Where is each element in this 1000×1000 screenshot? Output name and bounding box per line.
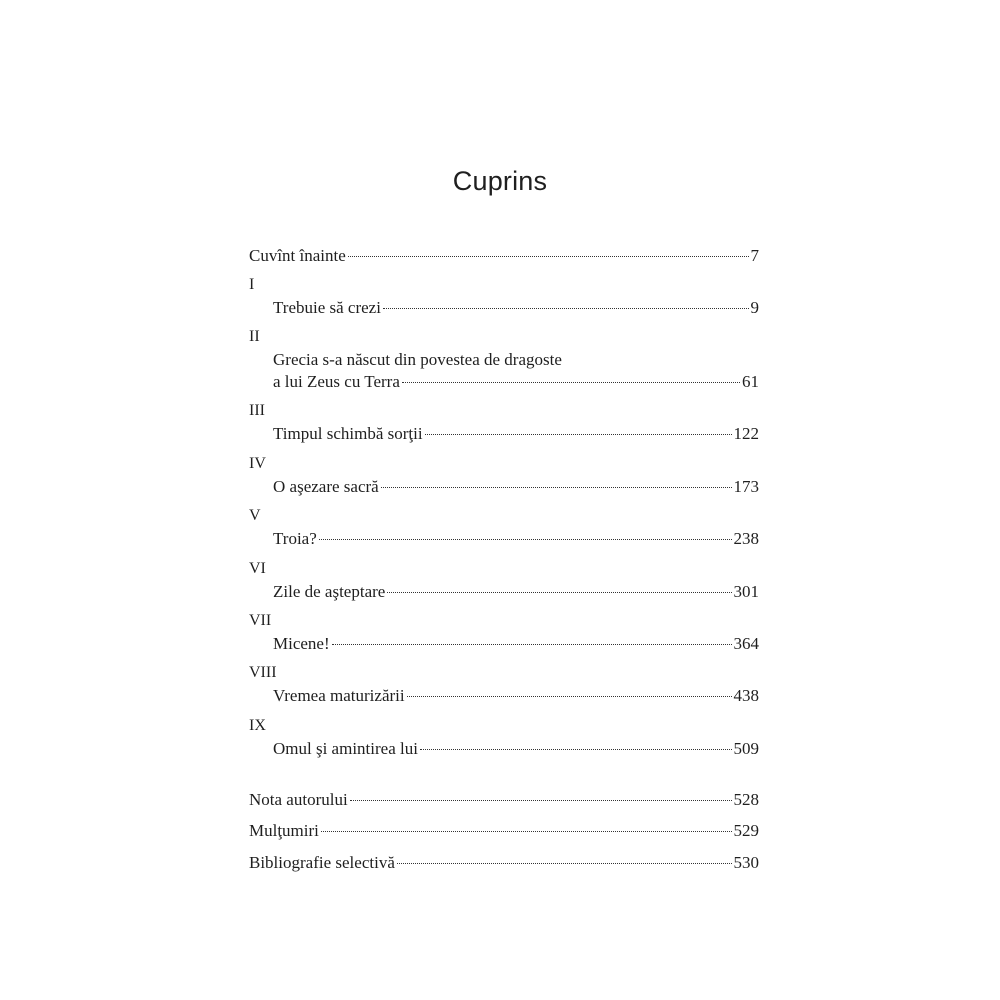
dot-leader [420, 749, 732, 750]
dot-leader [348, 256, 749, 257]
toc-entry-label: Mulţumiri [249, 821, 319, 840]
toc-page-number: 122 [733, 424, 759, 443]
dot-leader [350, 800, 732, 801]
toc-entry-label: Cuvînt înainte [249, 246, 346, 265]
toc-entry-label: Vremea maturizării [273, 686, 405, 705]
chapter-numeral: II [249, 328, 260, 345]
chapter-numeral: IX [249, 717, 266, 734]
dot-leader [319, 539, 732, 540]
toc-page-number: 301 [733, 582, 759, 601]
dot-leader [407, 696, 732, 697]
chapter-numeral: IV [249, 455, 266, 472]
toc-entry-chapter [273, 634, 759, 654]
page-title: Cuprins [452, 166, 548, 196]
toc-entry-chapter [273, 582, 759, 602]
toc-page-number: 7 [750, 246, 759, 265]
toc-page-number: 61 [742, 372, 759, 391]
toc-entry-label: Bibliografie selectivă [249, 853, 395, 872]
dot-leader [425, 434, 732, 435]
toc-entry-label: Omul şi amintirea lui [273, 739, 418, 758]
toc-entry-label: Trebuie să crezi [273, 298, 381, 317]
toc-page-number: 528 [733, 790, 759, 809]
toc-page-number: 364 [733, 634, 759, 653]
toc-page-number: 438 [733, 686, 759, 705]
dot-leader [383, 308, 749, 309]
toc-page-number: 530 [733, 853, 759, 872]
dot-leader [397, 863, 732, 864]
toc-entry-chapter [273, 477, 759, 497]
chapter-numeral: I [249, 276, 255, 293]
toc-page-number: 173 [733, 477, 759, 496]
dot-leader [381, 487, 732, 488]
toc-entry-label: Zile de aşteptare [273, 582, 386, 601]
chapter-numeral: III [249, 402, 265, 419]
chapter-numeral: VII [249, 612, 272, 629]
toc-entry-back-matter [249, 853, 759, 873]
toc-entry-label: Timpul schimbă sorţii [273, 424, 423, 443]
toc-entry-chapter [273, 298, 759, 318]
toc-page-number: 509 [733, 739, 759, 758]
toc-entry-chapter [273, 686, 759, 706]
dot-leader [402, 382, 740, 383]
toc-entry-chapter [273, 739, 759, 759]
toc-entry-label: a lui Zeus cu Terra [273, 372, 400, 391]
toc-entry-chapter [273, 424, 759, 444]
toc-entry-foreword [249, 246, 759, 266]
toc-entry-back-matter [249, 821, 759, 841]
dot-leader [332, 644, 732, 645]
toc-entry-chapter [273, 372, 759, 392]
toc-entry-label: Nota autorului [249, 790, 348, 809]
toc-page-number: 238 [733, 529, 759, 548]
toc-entry-chapter [273, 529, 759, 549]
toc-page-number: 529 [733, 821, 759, 840]
chapter-numeral: V [249, 507, 261, 524]
chapter-numeral: VI [249, 560, 266, 577]
chapter-numeral: VIII [249, 664, 277, 681]
toc-entry-label: Troia? [273, 529, 317, 548]
toc-entry-label: O aşezare sacră [273, 477, 379, 496]
toc-entry-label-line1: Grecia s-a născut din povestea de dragoste [273, 350, 562, 369]
dot-leader [387, 592, 731, 593]
toc-entry-back-matter [249, 790, 759, 810]
toc-entry-label: Micene! [273, 634, 330, 653]
dot-leader [321, 831, 732, 832]
toc-page-number: 9 [750, 298, 759, 317]
